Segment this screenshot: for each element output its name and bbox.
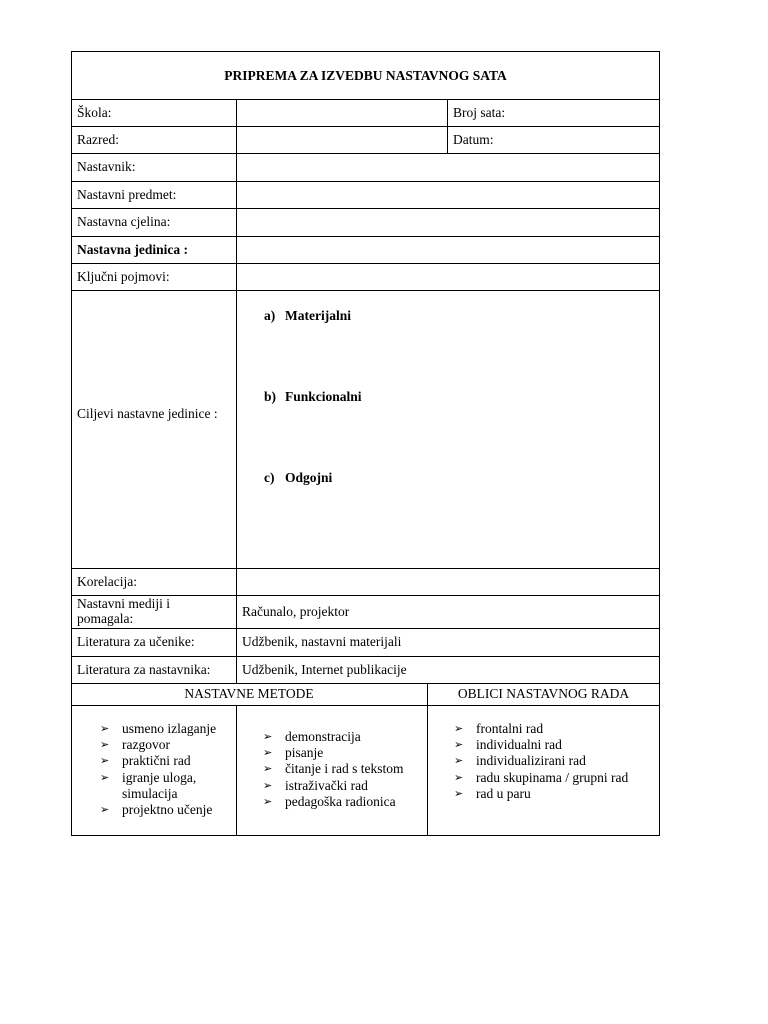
arrowhead-bullet-icon: ➢: [263, 778, 273, 792]
goal-text: Odgojni: [285, 470, 333, 485]
media-label-line1: Nastavni mediji i: [77, 596, 170, 611]
arrowhead-bullet-icon: ➢: [263, 762, 273, 776]
list-item: ➢ usmeno izlaganje: [100, 721, 217, 736]
date-label: Datum:: [453, 132, 494, 147]
form-title: PRIPREMA ZA IZVEDBU NASTAVNOG SATA: [224, 68, 507, 83]
list-item: ➢ čitanje i rad s tekstom: [263, 761, 404, 777]
student-literature-label: Literatura za učenike:: [77, 634, 195, 649]
lesson-unit-value[interactable]: [242, 242, 652, 258]
list-item: ➢ praktični rad: [100, 753, 191, 769]
methods-header: NASTAVNE METODE: [184, 686, 314, 701]
forms-list: [454, 721, 628, 802]
list-item: ➢ projektno učenje: [100, 802, 213, 818]
school-value[interactable]: [242, 105, 442, 121]
media-value[interactable]: Računalo, projektor: [242, 604, 350, 619]
key-terms-value[interactable]: [242, 269, 652, 285]
lesson-unit-label: Nastavna jedinica :: [77, 242, 188, 257]
lesson-number-value[interactable]: [520, 105, 650, 121]
list-item: ➢ pedagoška radionica: [263, 793, 396, 809]
arrowhead-bullet-icon: ➢: [454, 786, 464, 800]
goals-label: Ciljevi nastavne jedinice :: [77, 406, 218, 421]
arrowhead-bullet-icon: ➢: [454, 722, 464, 735]
media-label-line2: pomagala:: [77, 611, 134, 626]
methods-list-2: [263, 729, 403, 810]
goal-material: [264, 308, 351, 324]
class-value[interactable]: [242, 132, 442, 148]
subject-label: Nastavni predmet:: [77, 187, 177, 202]
arrowhead-bullet-icon: ➢: [454, 770, 464, 784]
correlation-value[interactable]: [242, 574, 652, 590]
date-value[interactable]: [500, 132, 650, 148]
arrowhead-bullet-icon: ➢: [100, 722, 110, 735]
arrowhead-bullet-icon: ➢: [454, 738, 464, 752]
list-item: ➢ individualni rad: [454, 737, 562, 753]
list-item: ➢ individualizirani rad: [454, 753, 586, 769]
arrowhead-bullet-icon: ➢: [263, 746, 273, 760]
goal-functional: [264, 389, 362, 405]
list-item: ➢ radu skupinama / grupni rad: [454, 769, 629, 785]
list-item-continuation: simulacija: [122, 785, 178, 801]
list-item: ➢ istraživački rad: [263, 777, 368, 793]
teacher-label: Nastavnik:: [77, 159, 136, 174]
subject-value[interactable]: [242, 187, 652, 203]
list-item: ➢ pisanje: [263, 745, 324, 761]
goal-educational: [264, 470, 332, 486]
unit-label: Nastavna cjelina:: [77, 214, 171, 229]
arrowhead-bullet-icon: ➢: [100, 770, 110, 784]
goal-text: Materijalni: [285, 308, 351, 323]
arrowhead-bullet-icon: ➢: [100, 754, 110, 768]
teacher-literature-value[interactable]: Udžbenik, Internet publikacije: [242, 662, 407, 677]
lesson-number-label: Broj sata:: [453, 105, 506, 120]
list-item: ➢ demonstracija: [263, 729, 361, 744]
correlation-label: Korelacija:: [77, 574, 137, 589]
list-item: ➢ igranje uloga,: [100, 769, 197, 785]
goal-letter: a): [264, 308, 276, 323]
arrowhead-bullet-icon: ➢: [100, 738, 110, 752]
list-item: ➢ rad u paru: [454, 785, 531, 801]
methods-list-1: [100, 721, 216, 818]
teacher-value[interactable]: [242, 159, 652, 175]
list-item: ➢ frontalni rad: [454, 721, 544, 736]
class-label: Razred:: [77, 132, 119, 147]
arrowhead-bullet-icon: ➢: [263, 730, 273, 743]
forms-header: OBLICI NASTAVNOG RADA: [457, 686, 630, 701]
arrowhead-bullet-icon: ➢: [100, 803, 110, 817]
goal-text: Funkcionalni: [285, 389, 362, 404]
teacher-literature-label: Literatura za nastavnika:: [77, 662, 211, 677]
arrowhead-bullet-icon: ➢: [263, 794, 273, 808]
goal-letter: b): [264, 389, 277, 404]
list-item: ➢ razgovor: [100, 737, 170, 753]
arrowhead-bullet-icon: ➢: [454, 754, 464, 768]
student-literature-value[interactable]: Udžbenik, nastavni materijali: [242, 634, 402, 649]
unit-value[interactable]: [242, 214, 652, 230]
goal-letter: c): [264, 470, 275, 485]
school-label: Škola:: [77, 105, 112, 120]
key-terms-label: Ključni pojmovi:: [77, 269, 170, 284]
